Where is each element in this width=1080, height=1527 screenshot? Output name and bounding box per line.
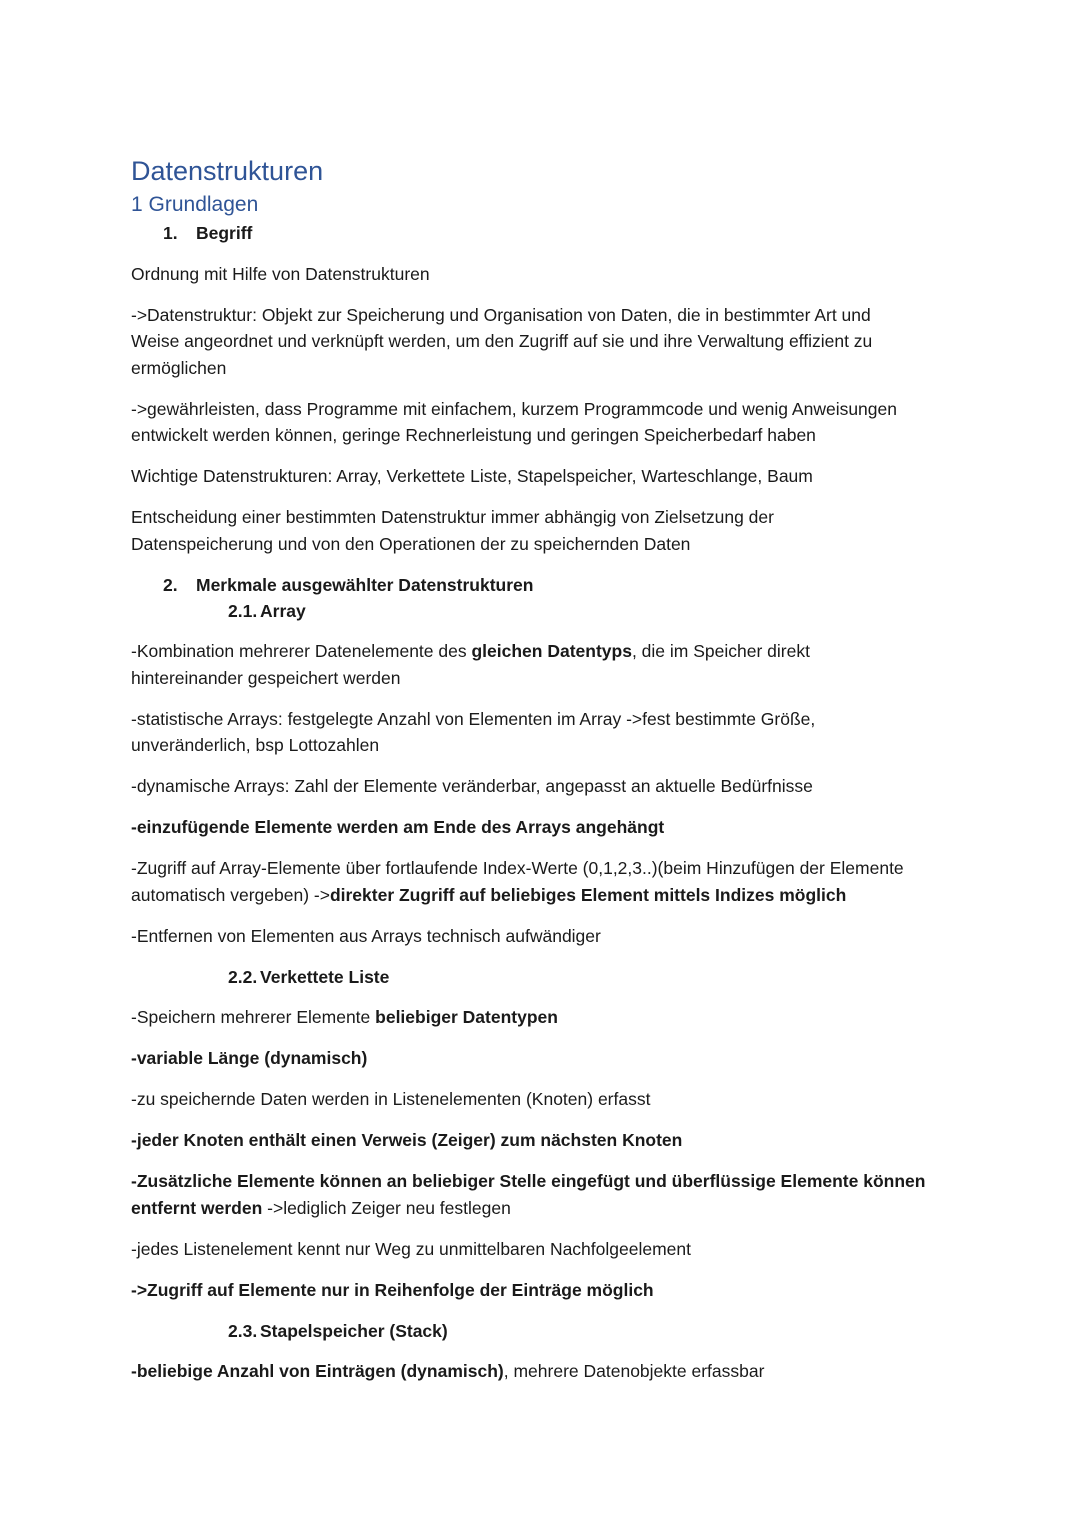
paragraph-decision: Entscheidung einer bestimmten Datenstruktur immer abhängig von Zielsetzung der Datenspeicherung und von den Operationen der zu speichernden Daten: [131, 507, 774, 554]
paragraph: Ordnung mit Hilfe von Datenstrukturen: [131, 263, 430, 284]
paragraph-list-insert: -Zusätzliche Elemente können an beliebiger Stelle eingefügt und überflüssige Elemente können entfernt werden ->lediglich Zeiger neu festlegen: [131, 1171, 926, 1218]
chapter-heading: 1 Grundlagen: [131, 193, 259, 216]
section-heading-begriff: 1. Begriff: [163, 223, 253, 243]
document-title: Datenstrukturen: [131, 156, 324, 186]
paragraph-definition: ->Datenstruktur: Objekt zur Speicherung und Organisation von Daten, die in bestimmter Art und Weise angeordnet und verknüpft werden, um den Zugriff auf sie und ihre Verwaltung effizient zu ermöglichen: [131, 304, 873, 378]
section-heading-merkmale: 2. Merkmale ausgewählter Datenstrukturen: [163, 574, 534, 595]
paragraph-append: -einzufügende Elemente werden am Ende des Arrays angehängt: [131, 817, 665, 837]
paragraph-list-pointer: -jeder Knoten enthält einen Verweis (Zeiger) zum nächsten Knoten: [131, 1130, 683, 1150]
paragraph-list-length: -variable Länge (dynamisch): [131, 1048, 368, 1068]
paragraph-purpose: ->gewährleisten, dass Programme mit einfachem, kurzem Programmcode und wenig Anweisungen entwickelt werden können, geringe Rechnerleistung und geringen Speicherbedarf haben: [131, 398, 897, 445]
subsection-heading-linked-list: 2.2. Verkettete Liste: [228, 966, 390, 987]
paragraph-list-nodes: -zu speichernde Daten werden in Listenelementen (Knoten) erfasst: [131, 1089, 651, 1109]
subsection-heading-stack: 2.3. Stapelspeicher (Stack): [228, 1320, 448, 1341]
paragraph-stack-entries: -beliebige Anzahl von Einträgen (dynamisch), mehrere Datenobjekte erfassbar: [131, 1361, 765, 1381]
paragraph-array-combination: -Kombination mehrerer Datenelemente des gleichen Datentyps, die im Speicher direkt hintereinander gespeichert werden: [131, 641, 810, 688]
subsection-heading-array: 2.1. Array: [228, 600, 306, 621]
paragraph-important-structures: Wichtige Datenstrukturen: Array, Verkettete Liste, Stapelspeicher, Warteschlange, Baum: [131, 466, 813, 486]
document-content: [131, 152, 961, 1385]
paragraph-index-access: -Zugriff auf Array-Elemente über fortlaufende Index-Werte (0,1,2,3..)(beim Hinzufügen der Elemente automatisch vergeben) ->direkter Zugriff auf beliebiges Element mittels Indizes möglich: [131, 858, 904, 905]
paragraph-removal: -Entfernen von Elementen aus Arrays technisch aufwändiger: [131, 925, 601, 946]
paragraph-list-access: ->Zugriff auf Elemente nur in Reihenfolge der Einträge möglich: [131, 1279, 654, 1300]
paragraph-dynamic-arrays: -dynamische Arrays: Zahl der Elemente veränderbar, angepasst an aktuelle Bedürfnisse: [131, 776, 813, 796]
paragraph-list-successor: -jedes Listenelement kennt nur Weg zu unmittelbaren Nachfolgeelement: [131, 1238, 691, 1259]
paragraph-static-arrays: -statistische Arrays: festgelegte Anzahl von Elementen im Array ->fest bestimmte Größe, unveränderlich, bsp Lottozahlen: [131, 708, 816, 755]
paragraph-list-types: -Speichern mehrerer Elemente beliebiger Datentypen: [131, 1007, 558, 1027]
